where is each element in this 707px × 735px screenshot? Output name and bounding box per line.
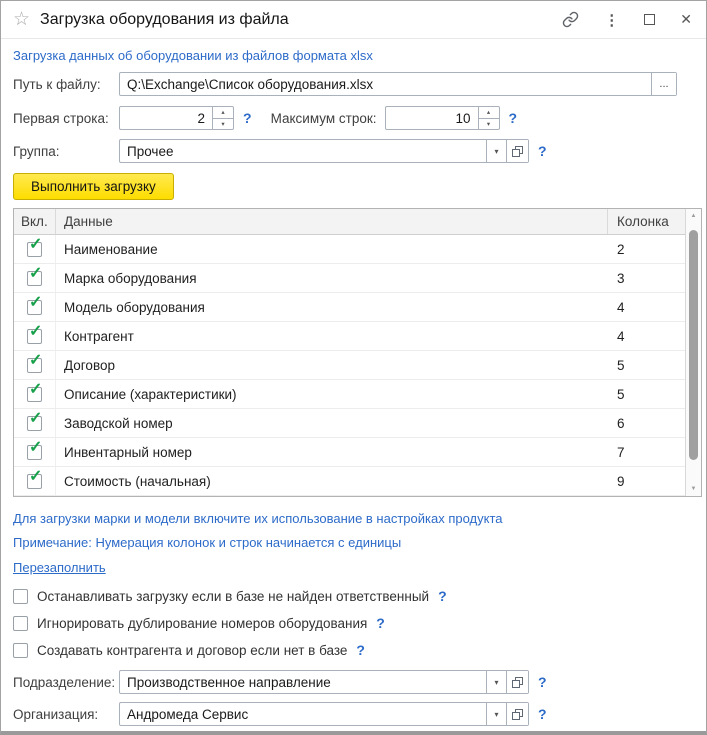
row-checkbox[interactable] bbox=[27, 351, 43, 373]
option-label: Останавливать загрузку если в базе не найден ответственный bbox=[37, 588, 430, 604]
table-row[interactable] bbox=[14, 264, 701, 293]
dropdown-arrow-icon[interactable]: ▾ bbox=[486, 671, 506, 693]
row-data-label: Марка оборудования bbox=[64, 270, 197, 286]
note-numbering: Примечание: Нумерация колонок и строк начинается с единицы bbox=[13, 535, 402, 550]
option-stop-if-no-responsible bbox=[13, 588, 694, 604]
row-checkbox[interactable] bbox=[27, 380, 43, 402]
close-icon[interactable]: ✕ bbox=[680, 11, 692, 27]
open-icon bbox=[512, 146, 523, 157]
favorite-star-icon[interactable]: ☆ bbox=[13, 9, 31, 30]
group-help[interactable]: ? bbox=[538, 143, 547, 159]
open-item-button[interactable] bbox=[506, 671, 528, 693]
organization-combobox bbox=[119, 702, 529, 726]
check-icon: ✓ bbox=[29, 351, 43, 369]
first-row-spinner bbox=[212, 107, 233, 129]
scroll-up-icon[interactable]: ▲ bbox=[690, 213, 697, 219]
check-icon: ✓ bbox=[29, 438, 43, 456]
table-row[interactable] bbox=[14, 351, 701, 380]
check-icon: ✓ bbox=[29, 380, 43, 398]
file-path-label: Путь к файлу: bbox=[13, 76, 101, 92]
table-row[interactable] bbox=[14, 293, 701, 322]
option-ignore-duplicates bbox=[13, 615, 694, 631]
scroll-down-icon[interactable]: ▼ bbox=[690, 486, 697, 492]
note-marka-model: Для загрузки марки и модели включите их использование в настройках продукта bbox=[13, 511, 503, 526]
titlebar-actions bbox=[562, 11, 692, 29]
form-content bbox=[1, 39, 706, 731]
organization-help[interactable]: ? bbox=[538, 706, 547, 722]
table-row[interactable] bbox=[14, 380, 701, 409]
first-row-field bbox=[119, 106, 234, 130]
first-row-help[interactable]: ? bbox=[243, 110, 252, 126]
table-row[interactable] bbox=[14, 322, 701, 351]
row-data-label: Договор bbox=[64, 357, 115, 373]
department-label: Подразделение: bbox=[13, 674, 116, 690]
file-path-row bbox=[13, 72, 694, 96]
option-help[interactable]: ? bbox=[376, 615, 385, 631]
row-column-value: 7 bbox=[617, 444, 625, 460]
group-label: Группа: bbox=[13, 143, 60, 159]
dropdown-arrow-icon[interactable]: ▾ bbox=[486, 703, 506, 725]
organization-input[interactable]: Андромеда Сервис bbox=[127, 706, 249, 722]
open-icon bbox=[512, 709, 523, 720]
run-import-button[interactable]: Выполнить загрузку bbox=[13, 173, 174, 200]
check-icon: ✓ bbox=[29, 467, 43, 485]
mapping-table bbox=[13, 208, 702, 497]
option-checkbox[interactable] bbox=[13, 616, 28, 631]
row-data-label: Контрагент bbox=[64, 328, 134, 344]
option-help[interactable]: ? bbox=[356, 642, 365, 658]
subtitle-link: Загрузка данных об оборудовании из файлов формата xlsx bbox=[13, 48, 373, 63]
max-rows-input[interactable]: 10 bbox=[455, 110, 471, 126]
row-data-label: Стоимость (начальная) bbox=[64, 473, 211, 489]
window-title: Загрузка оборудования из файла bbox=[40, 10, 289, 28]
browse-button[interactable]: ... bbox=[651, 73, 676, 95]
maximize-square bbox=[644, 14, 655, 25]
column-header-data[interactable]: Данные bbox=[56, 209, 608, 234]
department-combobox bbox=[119, 670, 529, 694]
maximize-icon[interactable] bbox=[644, 14, 655, 25]
department-row bbox=[13, 670, 694, 694]
max-rows-label: Максимум строк: bbox=[270, 110, 377, 126]
check-icon: ✓ bbox=[29, 322, 43, 340]
check-icon: ✓ bbox=[29, 293, 43, 311]
row-checkbox[interactable] bbox=[27, 264, 43, 286]
option-label: Игнорировать дублирование номеров оборудования bbox=[37, 615, 368, 631]
open-item-button[interactable] bbox=[506, 140, 528, 162]
option-checkbox[interactable] bbox=[13, 589, 28, 604]
row-checkbox[interactable] bbox=[27, 467, 43, 489]
row-checkbox[interactable] bbox=[27, 293, 43, 315]
organization-row bbox=[13, 702, 694, 726]
group-combobox bbox=[119, 139, 529, 163]
refill-link[interactable]: Перезаполнить bbox=[13, 560, 106, 575]
spin-down-icon[interactable]: ▾ bbox=[486, 120, 491, 128]
row-data-label: Описание (характеристики) bbox=[64, 386, 237, 402]
dropdown-arrow-icon[interactable]: ▾ bbox=[486, 140, 506, 162]
title-bar bbox=[1, 1, 706, 39]
open-item-button[interactable] bbox=[506, 703, 528, 725]
file-path-field bbox=[119, 72, 677, 96]
check-icon: ✓ bbox=[29, 409, 43, 427]
row-data-label: Заводской номер bbox=[64, 415, 173, 431]
rows-settings-row bbox=[13, 106, 694, 130]
department-help[interactable]: ? bbox=[538, 674, 547, 690]
department-input[interactable]: Производственное направление bbox=[127, 674, 331, 690]
row-column-value: 2 bbox=[617, 241, 625, 257]
table-scrollbar[interactable] bbox=[685, 209, 701, 496]
table-header bbox=[14, 209, 701, 235]
check-icon: ✓ bbox=[29, 235, 43, 253]
row-checkbox[interactable] bbox=[27, 409, 43, 431]
max-rows-help[interactable]: ? bbox=[508, 110, 518, 126]
open-icon bbox=[512, 677, 523, 688]
row-checkbox[interactable] bbox=[27, 438, 43, 460]
max-rows-spinner bbox=[478, 107, 499, 129]
spin-up-icon[interactable]: ▴ bbox=[213, 107, 233, 119]
more-menu-icon[interactable]: ⋮ bbox=[604, 11, 620, 29]
option-create-counterparty bbox=[13, 642, 694, 658]
table-row[interactable] bbox=[14, 235, 701, 264]
row-column-value: 5 bbox=[617, 386, 625, 402]
row-column-value: 4 bbox=[617, 328, 625, 344]
table-row[interactable] bbox=[14, 438, 701, 467]
row-column-value: 6 bbox=[617, 415, 625, 431]
organization-label: Организация: bbox=[13, 706, 99, 722]
spin-down-icon[interactable]: ▾ bbox=[221, 120, 225, 128]
row-column-value: 3 bbox=[617, 270, 625, 286]
row-checkbox[interactable] bbox=[27, 322, 43, 344]
max-rows-field bbox=[385, 106, 500, 130]
row-column-value: 4 bbox=[617, 299, 625, 315]
first-row-label: Первая строка: bbox=[13, 110, 109, 126]
row-data-label: Инвентарный номер bbox=[64, 444, 192, 460]
table-row[interactable] bbox=[14, 409, 701, 438]
spin-up-icon[interactable]: ▴ bbox=[479, 107, 499, 119]
row-column-value: 5 bbox=[617, 357, 625, 373]
check-icon: ✓ bbox=[29, 264, 43, 282]
get-link-icon[interactable] bbox=[562, 11, 579, 28]
column-header-incl[interactable]: Вкл. bbox=[14, 209, 56, 234]
scrollbar-thumb[interactable] bbox=[689, 230, 698, 460]
group-row bbox=[13, 139, 694, 163]
row-data-label: Модель оборудования bbox=[64, 299, 205, 315]
file-path-input[interactable]: Q:\Exchange\Список оборудования.xlsx bbox=[127, 76, 374, 92]
table-row[interactable] bbox=[14, 467, 701, 496]
column-header-column[interactable]: Колонка bbox=[617, 214, 669, 229]
row-column-value: 9 bbox=[617, 473, 625, 489]
row-data-label: Наименование bbox=[64, 241, 158, 257]
option-help[interactable]: ? bbox=[438, 588, 447, 604]
option-checkbox[interactable] bbox=[13, 643, 28, 658]
group-input[interactable]: Прочее bbox=[127, 143, 174, 159]
row-checkbox[interactable] bbox=[27, 235, 43, 257]
option-label: Создавать контрагента и договор если нет в базе bbox=[37, 642, 348, 658]
first-row-input[interactable]: 2 bbox=[197, 110, 205, 126]
